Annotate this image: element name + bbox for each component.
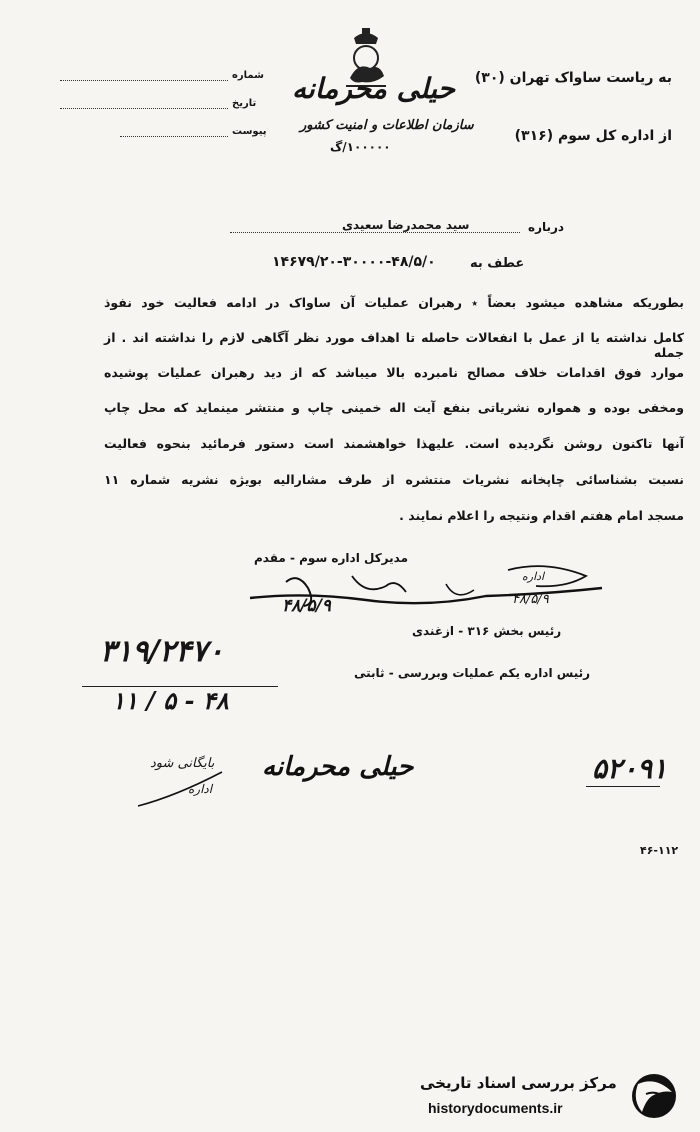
watermark-title: مرکز بررسی اسناد تاریخی — [420, 1074, 617, 1092]
watermark-url: historydocuments.ir — [428, 1100, 563, 1116]
attachment-line — [120, 136, 228, 137]
signature-date-1: ۴۸/۵/۹ — [282, 596, 331, 616]
director-title: مدیرکل اداره سوم - مقدم — [254, 551, 409, 565]
org-subtitle: سازمان اطلاعات و امنیت کشور — [300, 118, 474, 133]
ops-head: رئیس اداره یکم عملیات وبررسی - ثابتی — [354, 666, 591, 680]
form-code: ۴۶-۱۱۲ — [640, 844, 679, 857]
footer-code-underline — [586, 786, 660, 787]
signature-date-2: ۴۸/۵/۹ — [512, 592, 549, 607]
body-line: موارد فوق اقدامات خلاف مصالح نامبرده بالا میباشد که از دید رهبران عملیات پوشیده — [104, 365, 684, 380]
org-code: ۱۰۰۰۰۰/گ — [330, 140, 391, 154]
footer-classification: حیلی محرمانه — [262, 752, 414, 782]
number-label: شماره — [232, 70, 264, 81]
signature-note: اداره — [522, 570, 545, 583]
body-line: آنها تاکنون روشن نگردیده است. علیهذا خواهشمند است دستور فرمائید بنحوه فعالیت — [104, 436, 684, 451]
handwritten-reg-number: ۳۱۹/۲۴۷۰ — [100, 634, 224, 669]
handwritten-note-archive: بایگانی شود — [150, 756, 215, 771]
subject-line — [230, 232, 520, 233]
archive-logo-icon — [626, 1070, 684, 1122]
reference-value: ۱۴۶۷۹/۲۰-۳۰۰۰۰-۴۸/۵/۰ — [272, 254, 436, 270]
subject-value: سید محمدرضا سعیدی — [342, 218, 470, 232]
body-line: مسجد امام هفتم اقدام ونتیجه را اعلام نمایند . — [399, 508, 684, 523]
handwritten-stroke — [136, 766, 236, 810]
number-line — [60, 80, 228, 81]
body-line: کامل نداشته یا از عمل با انفعالات حاصله تا اهداف مورد نظر آگاهی لازم را نداشته اند . از جمله — [104, 330, 684, 360]
attachment-label: پیوست — [232, 126, 267, 137]
sender: از اداره کل سوم (۳۱۶) — [514, 128, 672, 144]
date-line — [60, 108, 228, 109]
body-line: ومخفی بوده و همواره نشریاتی بنفع آیت اله خمینی چاپ و منتشر مینماید که محل چاپ — [104, 400, 684, 415]
reference-label: عطف به — [470, 256, 525, 271]
recipient: به ریاست ساواک تهران (۳۰) — [474, 70, 672, 86]
org-title: حیلی محرمانه — [292, 72, 455, 105]
body-line: نسبت بشناسائی چاپخانه نشریات منتشره از طرف مشارالیه بویژه نشریه شماره ۱۱ — [104, 472, 684, 487]
section-head: رئیس بخش ۳۱۶ - ازغندی — [412, 624, 562, 638]
body-line: بطوریکه مشاهده میشود بعضاً ٭ رهبران عملیات آن ساواک در ادامه فعالیت خود نفوذ — [104, 295, 684, 310]
date-label: تاریخ — [232, 98, 257, 109]
subject-label: درباره — [528, 220, 565, 234]
handwritten-reg-date: ۴۸ - ۵ / ۱۱ — [112, 686, 229, 715]
footer-code-right: ۵۲۰۹۱ — [592, 752, 668, 785]
handwritten-note-office: اداره — [188, 782, 213, 796]
